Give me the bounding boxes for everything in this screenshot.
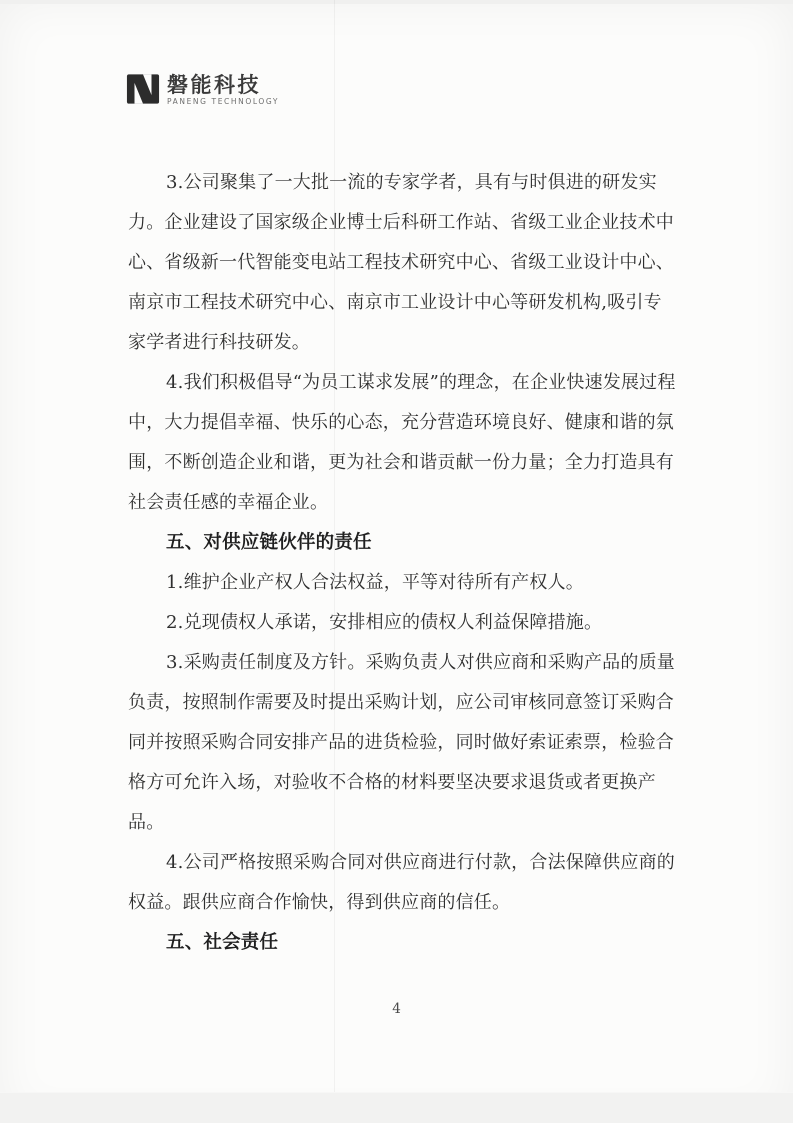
paragraph-line: 3.公司聚集了一大批一流的专家学者，具有与时俱进的研发实 [166,172,657,193]
brand-name-en: PANENG TECHNOLOGY [167,97,280,106]
section-heading-supply-chain: 五、对供应链伙伴的责任 [166,532,372,553]
paragraph-line: 社会责任感的幸福企业。 [128,492,329,513]
scan-edge-bottom [0,1092,793,1123]
paragraph-line: 围，不断创造企业和谐，更为社会和谐贡献一份力量；全力打造具有 [128,452,674,473]
paragraph-line: 南京市工程技术研究中心、南京市工业设计中心等研发机构,吸引专 [128,292,662,313]
paragraph-line: 负责，按照制作需要及时提出采购计划，应公司审核同意签订采购合 [128,692,674,713]
paragraph-line: 心、省级新一代智能变电站工程技术研究中心、省级工业设计中心、 [128,252,674,273]
paragraph-line: 中，大力提倡幸福、快乐的心态，充分营造环境良好、健康和谐的氛 [128,412,674,433]
paragraph-line: 4.我们积极倡导“为员工谋求发展”的理念，在企业快速发展过程 [166,372,676,393]
paragraph-line: 格方可允许入场，对验收不合格的材料要坚决要求退货或者更换产 [128,772,656,793]
paragraph-line: 家学者进行科技研发。 [128,332,310,353]
document-body [128,163,676,963]
paneng-n-mark-icon [126,72,160,105]
paragraph-line: 4.公司严格按照采购合同对供应商进行付款，合法保障供应商的 [166,852,675,873]
paragraph-line: 同并按照采购合同安排产品的进货检验，同时做好索证索票，检验合 [128,732,674,753]
section-heading-social: 五、社会责任 [166,932,279,953]
paragraph-line: 力。企业建设了国家级企业博士后科研工作站、省级工业企业技术中 [128,212,674,233]
brand-name-cn: 磐能科技 [167,73,261,97]
paragraph-line: 权益。跟供应商合作愉快，得到供应商的信任。 [128,892,511,913]
brand-text [167,72,279,107]
scan-edge-top [0,0,793,4]
list-item: 2.兑现债权人承诺，安排相应的债权人利益保障措施。 [166,612,603,633]
list-item: 1.维护企业产权人合法权益，平等对待所有产权人。 [166,572,584,593]
paragraph-line: 3.采购责任制度及方针。采购负责人对供应商和采购产品的质量 [166,652,675,673]
company-logo [126,72,279,107]
paragraph-line: 品。 [128,812,165,833]
page-number: 4 [392,1001,401,1017]
